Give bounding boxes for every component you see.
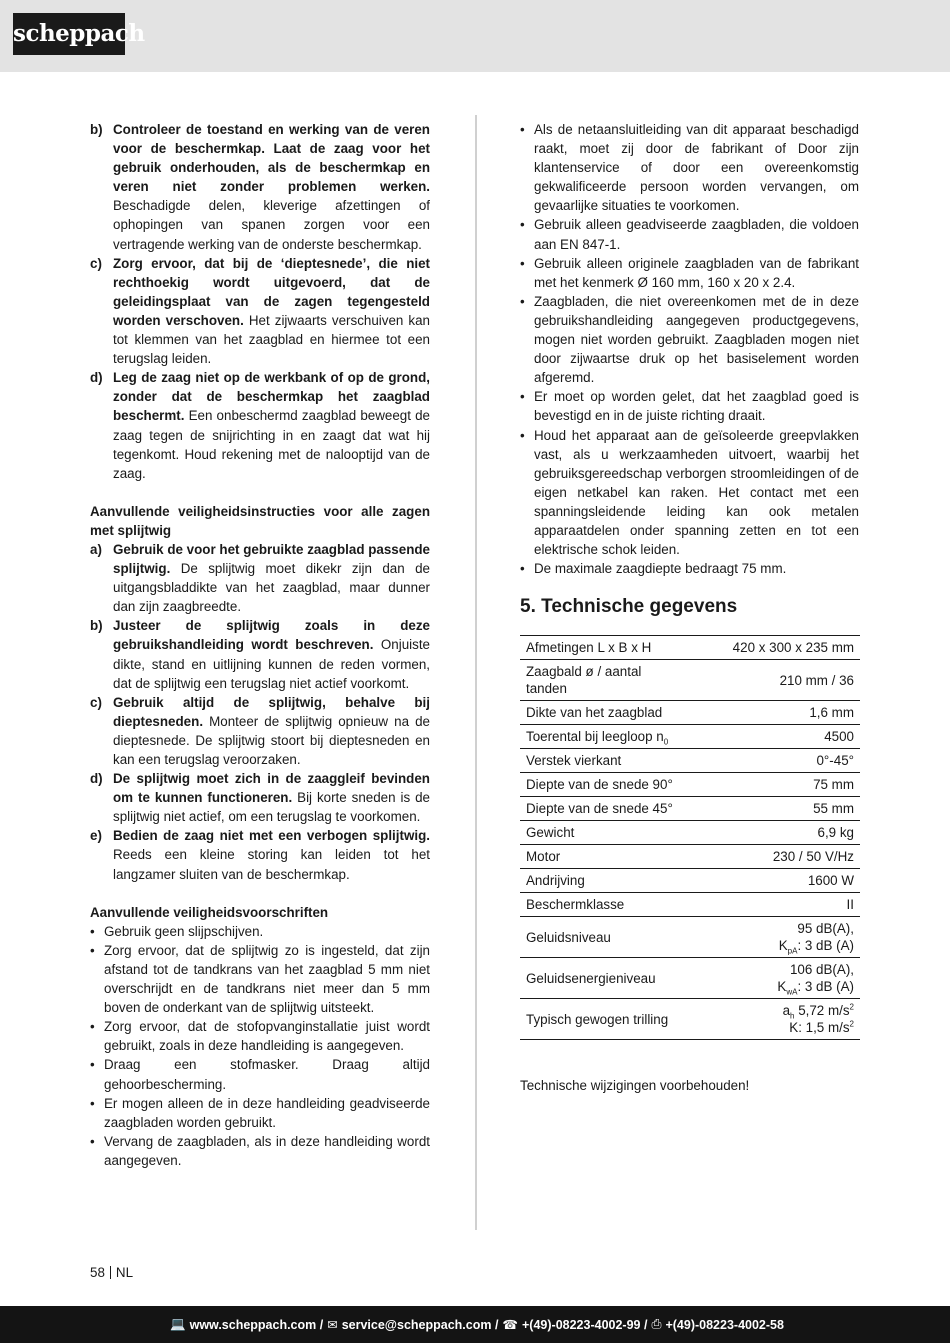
- footer-phone: +(49)-08223-4002-99 /: [522, 1317, 648, 1332]
- item-bold-text: Zorg ervoor, dat bij de ‘dieptesnede’, die niet rechthoekig wordt uitgevoerd, dat de geleidingsplaat van de zagen tegengesteld worden verschoven.: [113, 255, 430, 328]
- spec-value-sub: pA: [787, 946, 798, 956]
- bullet-list-right: [520, 120, 859, 578]
- fax-icon: ⎙: [651, 1317, 662, 1331]
- spec-label-sub: 0: [663, 737, 669, 747]
- item-bold-text: Justeer de splijtwig zoals in deze gebruikshandleiding wordt beschreven.: [113, 618, 430, 653]
- spec-value: 1600 W: [682, 869, 860, 893]
- spec-value-text: : 3 dB (A): [797, 938, 854, 954]
- page-language: NL: [115, 1265, 134, 1280]
- bullet-text: Er moet op worden gelet, dat het zaagblad goed is bevestigd en in de juiste richting draait.: [534, 389, 859, 424]
- spec-label: Andrijving: [520, 869, 682, 893]
- item-marker: d): [90, 771, 103, 787]
- item-bold-text: Leg de zaag niet op de werkbank of op de grond, zonder dat de beschermkap het zaagblad beschermt.: [113, 370, 430, 424]
- bullet-icon: •: [520, 122, 525, 137]
- spec-value: 75 mm: [682, 773, 860, 797]
- bullet-item: [520, 387, 859, 425]
- table-row: [520, 797, 860, 821]
- bullet-icon: •: [90, 923, 95, 939]
- bullet-icon: •: [90, 1057, 95, 1073]
- spec-label: Afmetingen L x B x H: [520, 636, 682, 660]
- item-marker: d): [90, 370, 103, 386]
- bullet-text: Gebruik geen slijpschijven.: [104, 923, 264, 939]
- footer-email: service@scheppach.com /: [341, 1317, 499, 1332]
- item-text: Beschadigde delen, kleverige afzettingen of ophopingen van spanen zorgen voor een vertragende werking van de onderste beschermkap.: [113, 198, 430, 252]
- spec-label: Geluidsenergieniveau: [520, 958, 682, 999]
- bullet-item: [520, 559, 859, 578]
- spec-value: 420 x 300 x 235 mm: [682, 636, 860, 660]
- spec-value-text: K: 1,5 m/s: [789, 1020, 850, 1036]
- spec-value: 1,6 mm: [682, 701, 860, 725]
- table-row: [520, 845, 860, 869]
- item-text: Onjuiste dikte, stand en uitlijning kunnen de reden vormen, dat de splijtwig een terugslag niet actief voorkomt.: [113, 637, 431, 691]
- spec-value: 4500: [682, 725, 860, 749]
- spec-value-text: : 3 dB (A): [797, 979, 854, 995]
- safety-list-1: [90, 120, 430, 483]
- table-row: [520, 773, 860, 797]
- spec-label: Diepte van de snede 90°: [520, 773, 682, 797]
- bullet-text: Gebruik alleen geadviseerde zaagbladen, die voldoen aan EN 847-1.: [534, 217, 859, 252]
- bullet-text: Zorg ervoor, dat de splijtwig zo is ingesteld, dat zijn afstand tot de tandkrans van het zaagblad 5 mm niet overschrijdt en de tandkrans niet meer dan 5 mm boven de onderkant van de splijtwig uitsteekt.: [104, 942, 430, 1016]
- list-item: [90, 540, 430, 616]
- spec-label: [520, 725, 682, 749]
- spec-value-line: [688, 978, 854, 995]
- item-bold-text: Bedien de zaag niet met een verbogen splijtwig.: [113, 828, 430, 844]
- bullet-item: [90, 1055, 430, 1093]
- item-bold-text: De splijtwig moet zich in de zaaggleif bevinden om te kunnen functioneren.: [113, 771, 430, 806]
- item-marker: c): [90, 694, 102, 710]
- bullet-text: Als de netaansluitleiding van dit apparaat beschadigd raakt, moet zij door de fabrikant of Door zijn klantenservice of door een overeenkomstig gekwalificeerde persoon worden vervangen, om gevaarlijke situaties te voorkomen.: [534, 122, 859, 214]
- item-marker: c): [90, 255, 102, 271]
- table-row: [520, 660, 860, 701]
- bullet-item: [520, 215, 859, 253]
- page-header: [0, 0, 950, 72]
- bullet-text: Houd het apparaat aan de geïsoleerde greepvlakken vast, als u werkzaamheden uitvoert, waarbij het gebruiksgereedschap verborgen stroomleidingen of de eigen netkabel kan raken. Het contact met een spanningsleidende leiding kan ook metalen apparaatdelen onder spanning zetten en tot een elektrische schok leiden.: [534, 427, 859, 558]
- spec-label: Verstek vierkant: [520, 749, 682, 773]
- left-column: [90, 120, 430, 1170]
- list-item: [90, 693, 430, 769]
- spec-value: 210 mm / 36: [682, 660, 860, 701]
- item-text: De splijtwig moet dikekr zijn dan de uitgangsbladdikte van het zaagblad, maar dunner dan zijn zaagbreedte.: [113, 561, 430, 615]
- section-title: 5. Technische gegevens: [520, 596, 738, 618]
- bullet-icon: •: [520, 293, 525, 309]
- table-row: [520, 725, 860, 749]
- item-marker: a): [90, 541, 102, 557]
- item-marker: b): [90, 618, 103, 634]
- item-text: Het zijwaarts verschuiven kan tot klemmen van het zaagblad en hiermee tot een terugslag leiden.: [113, 312, 430, 367]
- list-item: [90, 826, 430, 883]
- spec-value-text: K: [777, 979, 787, 995]
- spec-value-sub: h: [790, 1011, 795, 1021]
- bullet-item: [90, 922, 430, 941]
- spec-value: 6,9 kg: [682, 821, 860, 845]
- spec-value-sup: 2: [849, 1019, 854, 1029]
- spec-value: 0°-45°: [682, 749, 860, 773]
- table-row: [520, 999, 860, 1040]
- spec-value: 230 / 50 V/Hz: [682, 845, 860, 869]
- bullet-text: Zorg ervoor, dat de stofopvanginstallatie juist wordt gebruikt, zoals in deze handleiding is aangegeven.: [104, 1019, 430, 1054]
- item-text: Bij korte sneden is de splijtwig niet actief, om een terugslag te voorkomen.: [113, 790, 430, 825]
- bullet-text: Zaagbladen, die niet overeenkomen met de in deze gebruikshandleiding aangegeven productgegevens, mogen niet worden gebruikt. Zaagbladen mogen niet door zijwaartse druk op het basiselement worden afgeremd.: [534, 293, 859, 386]
- bullet-icon: •: [520, 217, 525, 233]
- spec-value: [682, 999, 860, 1040]
- item-marker: b): [90, 122, 103, 137]
- item-text: Reeds een kleine storing kan leiden tot het langzamer sluiten van de beschermkap.: [113, 847, 430, 882]
- spec-value-line: 106 dB(A),: [789, 962, 854, 978]
- spec-label: Geluidsniveau: [520, 917, 682, 958]
- footer-website: www.scheppach.com /: [189, 1317, 324, 1332]
- spec-value-text: 5,72 m/s: [794, 1003, 850, 1019]
- bullet-text: Draag een stofmasker. Draag altijd gehoorbescherming.: [104, 1057, 430, 1092]
- changes-note: Technische wijzigingen voorbehouden!: [520, 1078, 750, 1094]
- right-column: [520, 120, 859, 1095]
- item-bold-text: Gebruik de voor het gebruikte zaagblad passende splijtwig.: [113, 541, 430, 577]
- envelope-icon: ✉: [327, 1318, 338, 1332]
- additional-rules-heading: Aanvullende veiligheidsvoorschriften: [90, 904, 329, 920]
- item-text: Een onbeschermd zaagblad beweegt de zaag tegen de snijrichting in en zaagt dat wat hij tegenkomt. Houd rekening met de nalooptijd van de zaag.: [113, 408, 430, 481]
- page-footer: [0, 1306, 950, 1343]
- spec-value-sub: wA: [786, 987, 798, 997]
- laptop-icon: 💻: [170, 1317, 186, 1331]
- column-divider: [475, 115, 477, 1230]
- bullet-item: [520, 254, 859, 292]
- bullet-item: [90, 1094, 430, 1132]
- spec-label: Motor: [520, 845, 682, 869]
- list-item: [90, 368, 430, 483]
- spec-label-text: Toerental bij leegloop n: [526, 729, 664, 745]
- spec-value: [682, 917, 860, 958]
- spec-label: Diepte van de snede 45°: [520, 797, 682, 821]
- bullet-text: Er mogen alleen de in deze handleiding geadviseerde zaagbladen worden gebruikt.: [104, 1095, 430, 1130]
- bullet-list-left: [90, 922, 430, 1170]
- bullet-item: [520, 426, 859, 560]
- bullet-icon: •: [520, 427, 525, 443]
- spec-table: [520, 635, 860, 1040]
- table-row: [520, 636, 860, 660]
- phone-icon: ☎: [502, 1318, 518, 1332]
- spec-value-sup: 2: [849, 1002, 854, 1012]
- riving-knife-heading: Aanvullende veiligheidsinstructies voor alle zagen met splijtwig: [90, 503, 430, 538]
- item-bold-text: Controleer de toestand en werking van de veren voor de beschermkap. Laat de zaag voor het gebruik onderhouden, als de beschermkap en veren niet zonder problemen werken.: [113, 122, 430, 195]
- bullet-item: [520, 120, 859, 215]
- bullet-item: [90, 941, 430, 1017]
- spec-value: II: [682, 893, 860, 917]
- bullet-icon: •: [90, 1019, 95, 1035]
- bullet-item: [90, 1132, 430, 1170]
- spec-label: Dikte van het zaagblad: [520, 701, 682, 725]
- item-text: Monteer de splijtwig opnieuw na de dieptesnede. De splijtwig stoort bij dieptesneden en kan een terugslag veroorzaken.: [113, 713, 430, 767]
- spec-label: Zaagbald ø / aantal tanden: [520, 660, 682, 701]
- spec-value-line: 95 dB(A),: [797, 921, 854, 937]
- table-row: [520, 917, 860, 958]
- spec-value-line: [688, 1002, 854, 1019]
- footer-fax: +(49)-08223-4002-58: [665, 1317, 784, 1332]
- bullet-icon: •: [520, 255, 525, 271]
- spec-label: Beschermklasse: [520, 893, 682, 917]
- bullet-item: [520, 292, 859, 387]
- spec-value-text: a: [782, 1003, 791, 1019]
- spec-label: Gewicht: [520, 821, 682, 845]
- list-item: [90, 120, 430, 254]
- table-row: [520, 821, 860, 845]
- bullet-text: De maximale zaagdiepte bedraagt 75 mm.: [534, 561, 787, 577]
- list-item: [90, 254, 430, 369]
- bullet-icon: •: [520, 561, 525, 577]
- spec-label: Typisch gewogen trilling: [520, 999, 682, 1040]
- item-marker: e): [90, 828, 102, 844]
- list-item: [90, 769, 430, 826]
- bullet-icon: •: [90, 1095, 95, 1111]
- bullet-icon: •: [520, 389, 525, 405]
- page-number-value: 58: [90, 1265, 105, 1280]
- table-row: [520, 701, 860, 725]
- safety-list-2: [90, 540, 430, 884]
- page-separator: [110, 1266, 111, 1279]
- table-row: [520, 869, 860, 893]
- table-row: [520, 958, 860, 999]
- bullet-text: Gebruik alleen originele zaagbladen van de fabrikant met het kenmerk Ø 160 mm, 160 x 20 x 2.4.: [534, 255, 859, 290]
- bullet-text: Vervang de zaagbladen, als in deze handleiding wordt aangegeven.: [104, 1133, 430, 1168]
- table-row: [520, 893, 860, 917]
- spec-value-line: [688, 937, 854, 954]
- item-bold-text: Gebruik altijd de splijtwig, behalve bij dieptesneden.: [113, 694, 430, 729]
- page-number: [90, 1265, 133, 1280]
- bullet-item: [90, 1017, 430, 1055]
- table-row: [520, 749, 860, 773]
- scheppach-logo: scheppach: [13, 13, 125, 55]
- spec-value: 55 mm: [682, 797, 860, 821]
- bullet-icon: •: [90, 1133, 95, 1149]
- bullet-icon: •: [90, 942, 95, 958]
- list-item: [90, 616, 430, 692]
- spec-value-line: [688, 1019, 854, 1036]
- spec-value: [682, 958, 860, 999]
- spec-value-text: K: [778, 938, 788, 954]
